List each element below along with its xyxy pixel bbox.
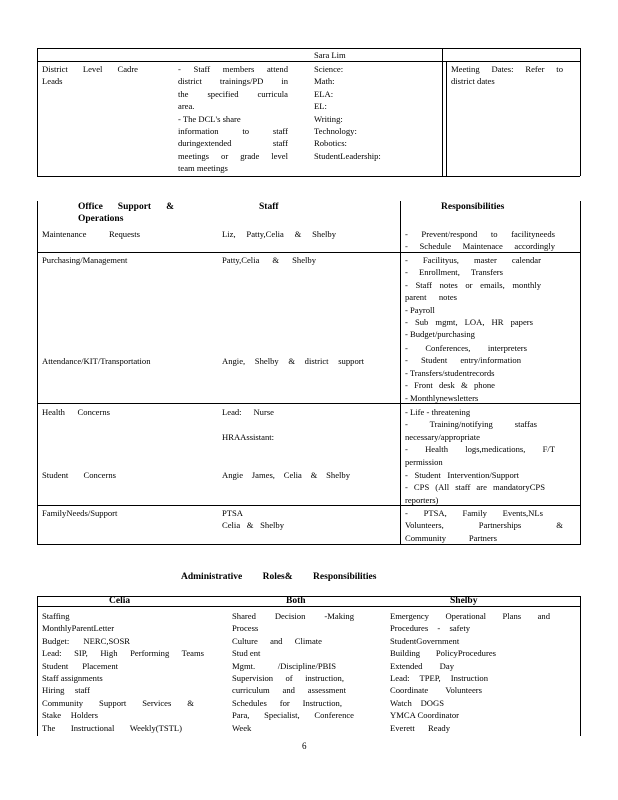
header-responsibilities: Responsibilities [441, 202, 505, 212]
resp-line: - Training/notifying staffas [405, 419, 537, 430]
table-border [37, 61, 580, 62]
description [178, 63, 288, 175]
subject-line: ELA: [314, 88, 334, 99]
subject-line: Math: [314, 76, 335, 87]
description-line: - The DCL's share [178, 113, 241, 124]
list-item: Emergency Operational Plans and [390, 611, 550, 621]
row-label: Attendance/KIT/Transportation [42, 356, 151, 366]
list-item: Mgmt. /Discipline/PBIS [232, 660, 336, 671]
list-item: The Instructional Weekly(TSTL) [42, 722, 182, 733]
row-staff: HRAAssistant: [222, 432, 275, 442]
table-border [580, 201, 581, 545]
table-border [580, 596, 581, 736]
row-label-line: Leads [42, 76, 63, 87]
table-border [37, 176, 580, 177]
list-item: Everett Ready [390, 722, 450, 733]
row-staff: Patty,Celia & Shelby [222, 255, 316, 265]
resp-line: - Budget/purchasing [405, 329, 475, 340]
list-item: Lead: SIP, High Performing Teams [42, 648, 204, 659]
table-border [37, 596, 38, 736]
header-staff: Staff [259, 202, 279, 212]
subject-line: Writing: [314, 113, 343, 124]
resp-line: - Transfers/studentrecords [405, 367, 495, 378]
header-office-support [78, 202, 174, 227]
row-responsibilities [405, 406, 555, 468]
resp-line: - Conferences, interpreters [405, 343, 527, 353]
table-border [37, 48, 580, 49]
resp-line: - Payroll [405, 304, 435, 315]
subject-line: Robotics: [314, 138, 347, 149]
row-responsibilities [405, 228, 555, 253]
list-item: Stake Holders [42, 710, 98, 721]
subject-line: Technology: [314, 125, 357, 136]
row-responsibilities [405, 342, 527, 404]
resp-line: - Facilityus, master calendar [405, 255, 541, 265]
resp-line: - Schedule Maintenace accordingly [405, 241, 555, 252]
resp-line: - Monthlynewsletters [405, 392, 479, 403]
description-line: duringextended staff [178, 138, 288, 149]
resp-line: - PTSA, Family Events,NLs [405, 508, 543, 518]
list-item: Procedures - safety [390, 623, 470, 634]
list-item: Schedules for Instruction, [232, 697, 342, 708]
resp-line: - Sub mgmt, LOA, HR papers [405, 316, 533, 327]
celia-responsibilities [42, 610, 204, 734]
row-label: FamilyNeeds/Support [42, 508, 118, 518]
description-line: - Staff members attend [178, 64, 288, 74]
resp-line: - Life - threatening [405, 407, 471, 417]
row-responsibilities [405, 507, 563, 544]
row-label: Student Concerns [42, 470, 116, 480]
both-responsibilities [232, 610, 354, 734]
list-item: Stud ent [232, 648, 261, 659]
section-title: Administrative Roles& Responsibilities [181, 572, 377, 582]
row-staff: Celia & Shelby [222, 520, 284, 530]
row-label: Maintenance Requests [42, 229, 140, 239]
description-line: the specified curricula [178, 88, 288, 99]
row-staff: Liz, Patty,Celia & Shelby [222, 229, 336, 239]
list-item: Shared Decision -Making [232, 611, 354, 621]
header-line: Office Support & [78, 202, 174, 212]
row-label: Health Concerns [42, 407, 110, 417]
resp-line: - Health logs,medications, F/T [405, 444, 555, 455]
list-item: Para, Specialist, Conference [232, 710, 354, 721]
list-item: Staffing [42, 611, 70, 621]
list-item: Budget: NERC,SOSR [42, 635, 130, 646]
table-border [37, 606, 580, 607]
list-item: Lead: TPEP, Instruction [390, 672, 488, 683]
resp-line: - Front desk & phone [405, 380, 495, 391]
list-item: Building PolicyProcedures [390, 648, 496, 659]
row-responsibilities [405, 469, 545, 506]
resp-line: Volunteers, Partnerships & [405, 520, 563, 531]
row-label [42, 63, 138, 88]
list-item: Supervision of instruction, [232, 672, 344, 683]
list-item: Watch DOGS [390, 697, 444, 708]
table-border [442, 48, 443, 176]
description-line: information to staff [178, 125, 288, 136]
list-item: StudentGovernment [390, 635, 460, 646]
list-item: YMCA Coordinator [390, 710, 459, 721]
meeting-dates [451, 63, 563, 88]
header-line: Operations [78, 214, 124, 225]
list-item: curriculum and assessment [232, 685, 346, 696]
page-number: 6 [302, 741, 307, 751]
resp-line: - CPS (All staff are mandatoryCPS [405, 482, 545, 493]
shelby-responsibilities [390, 610, 550, 734]
meeting-line: district dates [451, 76, 495, 87]
resp-line: - Student Intervention/Support [405, 470, 519, 480]
subject-line: EL: [314, 101, 327, 112]
resp-line: - Student entry/information [405, 355, 521, 366]
subject-line: StudentLeadership: [314, 150, 381, 161]
row-responsibilities [405, 254, 541, 341]
table-border [37, 48, 38, 176]
resp-line: - Staff notes or emails, monthly [405, 279, 541, 290]
column-header-celia: Celia [109, 596, 131, 606]
resp-line: permission [405, 456, 443, 467]
list-item: Community Support Services & [42, 697, 194, 708]
meeting-line: Meeting Dates: Refer to [451, 64, 563, 74]
description-line: district trainings/PD in [178, 76, 288, 87]
row-staff: Angie James, Celia & Shelby [222, 470, 350, 480]
list-item: Culture and Climate [232, 635, 322, 646]
list-item: Hiring staff [42, 685, 90, 696]
resp-line: reporters) [405, 494, 439, 505]
list-item: Process [232, 623, 259, 634]
list-item: Student Placement [42, 660, 118, 671]
list-item: Week [232, 722, 252, 733]
row-staff: Lead: Nurse [222, 407, 274, 417]
description-line: meetings or grade level [178, 150, 288, 161]
description-line: team meetings [178, 163, 228, 174]
resp-line: Community Partners [405, 532, 497, 543]
staff-name: Sara Lim [314, 50, 346, 60]
column-header-both: Both [286, 596, 306, 606]
row-label-line: District Level Cadre [42, 64, 138, 74]
list-item: Staff assignments [42, 672, 103, 683]
resp-line: parent notes [405, 292, 457, 303]
resp-line: - Prevent/respond to facilityneeds [405, 229, 555, 239]
row-staff: PTSA [222, 508, 244, 518]
description-line: area. [178, 101, 195, 112]
table-border [446, 61, 447, 176]
list-item: Extended Day [390, 660, 454, 671]
list-item: MonthlyParentLetter [42, 623, 115, 634]
resp-line: necessary/appropriate [405, 431, 480, 442]
subjects-list [314, 63, 434, 162]
column-header-shelby: Shelby [450, 596, 478, 606]
row-label: Purchasing/Management [42, 255, 128, 265]
subject-line: Science: [314, 64, 344, 74]
row-staff: Angie, Shelby & district support [222, 356, 364, 366]
list-item: Coordinate Volunteers [390, 685, 482, 696]
table-border [580, 48, 581, 176]
resp-line: - Enrollment, Transfers [405, 267, 503, 278]
